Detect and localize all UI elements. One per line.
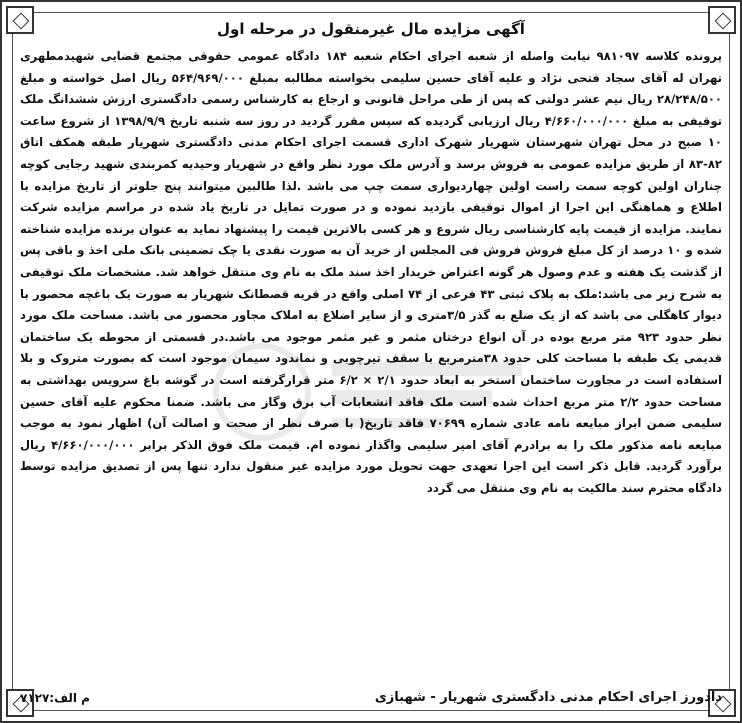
notice-footer xyxy=(20,690,722,705)
signature: دادورز اجرای احکام مدنی دادگستری شهریار - شهبازی xyxy=(374,690,722,705)
notice-body: پرونده کلاسه ۹۸۱۰۹۷ نیابت واصله از شعبه اجرای احکام شعبه ۱۸۴ دادگاه عمومی حقوقی مجتمع قضایی شهیدمطهری تهران له آقای سجاد فتحی نژاد و علیه آقای حسین سلیمی بخواسته مطالبه بمبلغ ۵۶۴/۹۶۹/۰۰۰ ریال اصل خواسته و مبلغ ۲۸/۲۴۸/۵۰۰ ریال نیم عشر دولتی که پس از طی مراحل قانونی و ارجاع به کارشناس رسمی دادگستری ارزش ششدانگ ملک توقیفی به مبلغ ۴/۶۶۰/۰۰۰/۰۰۰ ریال ارزیابی گردیده که سپس مقرر گردید در روز سه شنبه تاریخ ۱۳۹۸/۹/۹ از شروع ساعت ۱۰ صبح در محل تهران شهرستان شهریار شهرک اداری قسمت اجرای احکام مدنی دادگستری شهریار طبقه همکف اتاق ۸۲-۸۳ از طریق مزایده عمومی به فروش برسد و آدرس ملک مورد نظر واقع در شهریار وحیدیه کمربندی شهید رجایی کوچه چناران اولین کوچه سمت راست اولین چهاردیواری سمت چپ می باشد .لذا طالبین میتوانند پنج جلوتر از تاریخ مزایده با اطلاع و هماهنگی این اجرا از اموال توقیفی بازدید نموده و در صورت تمایل در تاریخ یاد شده در مراسم مزایده شرکت نمایند. مزایده از قیمت پایه کارشناسی ریال شروع و هر کسی بالاترین قیمت را پیشنهاد نماید به عنوان برنده مزایده شناخته شده و ۱۰ درصد از کل مبلغ فروش فروش فی المجلس از خرید آن به صورت نقدی یا چک تضمینی بانک ملی اخذ و باقی پس از گذشت یک هفته و عدم وصول هر گونه اعتراض خریدار اخذ سند ملک به نام وی منتقل خواهد شد. مشخصات ملک توقیفی به شرح زیر می باشد:ملک به پلاک ثبتی ۴۳ فرعی از ۷۴ اصلی واقع در قریه قصطانک شهریار به صورت یک باغچه محصور با دیوار کاهگلی می باشد که از یک ضلع به گذر ۳/۵متری و از سایر اضلاع به املاک مجاور محصور می باشد. مساحت ملک مورد نظر حدود ۹۲۳ متر مربع بوده در آن انواع درختان مثمر و غیر مثمر موجود می باشد.در قسمتی از محوطه یک ساختمان قدیمی یک طبقه با مساحت کلی حدود ۳۸مترمربع با سقف تیرچوبی و نماندود سیمان موجود است که بصورت متروک و بلا استفاده است در مجاورت ساختمان استخر به ابعاد حدود ۲/۱ × ۶/۲ متر قرارگرفته است در گوشه باغ سرویس بهداشتی به مساحت حدود ۲/۲ متر مربع احداث شده است ملک فاقد انشعابات آب برق وگاز می باشد. ضمنا محکوم علیه آقای حسین سلیمی ضمن ابراز مبایعه نامه عادی شماره ۷۰۶۹۹ فاقد تاریخ( با صرف نظر از صحت و اصالت آن) اظهار نمود به موجب مبایعه نامه مذکور ملک را به برادرم آقای امیر سلیمی واگذار نموده ام. قیمت ملک فوق الذکر برابر ۴/۶۶۰/۰۰۰/۰۰۰ ریال برآورد گردید. قابل ذکر است این اجرا تعهدی جهت تحویل مورد مزایده غیر منقول ندارد تنها پس از تصدیق مزایده توسط دادگاه محترم سند مالکیت به نام وی منتقل می گردد xyxy=(20,49,723,495)
notice-title: آگهی مزایده مال غیرمنقول در مرحله اول xyxy=(217,20,525,38)
reference-code: م الف:۷۱۲۷ xyxy=(20,690,90,705)
